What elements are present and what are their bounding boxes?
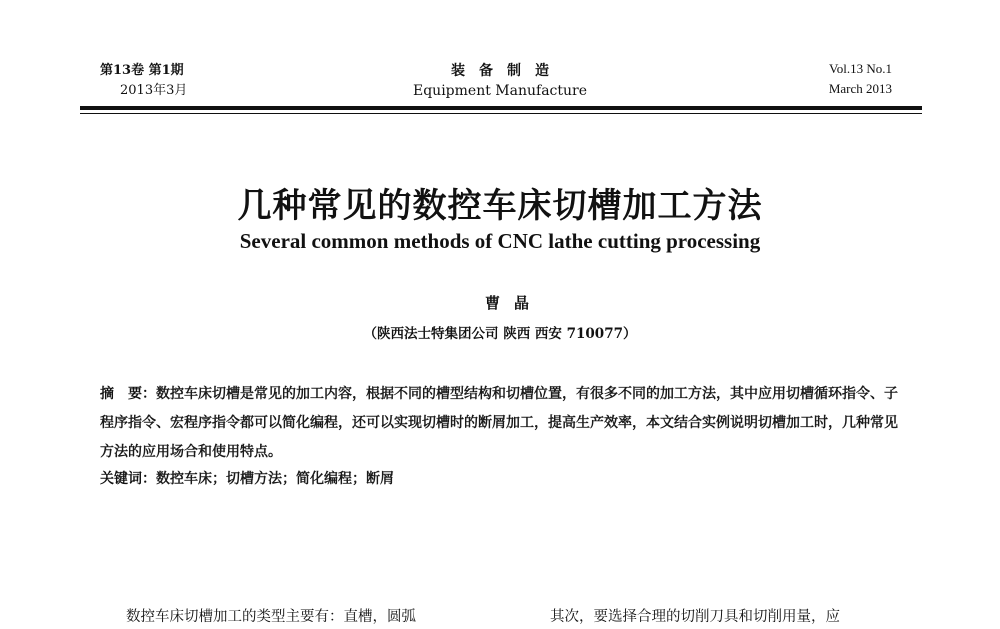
header-rule-thin	[80, 113, 922, 114]
journal-name-cn: 装备制造	[451, 63, 563, 79]
volume-cn: 第13卷 第1期	[100, 63, 184, 78]
date-en: March 2013	[828, 81, 892, 96]
keywords-text: 数控车床；切槽方法；简化编程；断屑	[156, 471, 394, 487]
keywords-label: 关键词：	[100, 471, 156, 487]
header-rule-thick	[80, 106, 922, 110]
author-affiliation: （陕西法士特集团公司 陕西 西安 710077）	[363, 326, 637, 342]
header-issue-en	[829, 59, 892, 99]
body-right-column: 其次，要选择合理的切削刀具和切削用量，应	[550, 609, 840, 625]
header-journal	[340, 61, 660, 101]
keywords	[100, 468, 910, 490]
volume-en: Vol.13 No.1	[829, 61, 892, 76]
journal-name-en: Equipment Manufacture	[413, 83, 587, 99]
body-left-column: 数控车床切槽加工的类型主要有：直槽，圆弧	[126, 609, 416, 625]
abstract	[100, 380, 910, 467]
abstract-label: 摘 要：	[100, 386, 156, 402]
article-title-cn: 几种常见的数控车床切槽加工方法	[237, 186, 763, 226]
article-title-en: Several common methods of CNC lathe cutting processing	[239, 229, 761, 253]
header-issue-cn	[100, 61, 187, 101]
abstract-text: 数控车床切槽是常见的加工内容，根据不同的槽型结构和切槽位置，有很多不同的加工方法，其中应用切槽循环指令、子程序指令、宏程序指令都可以简化编程，还可以实现切槽时的断屑加工，提高生产效率，本文结合实例说明切槽加工时，几种常见方法的应用场合和使用特点。	[100, 386, 898, 460]
author-name: 曹晶	[484, 294, 543, 312]
date-cn: 2013年3月	[120, 83, 188, 98]
